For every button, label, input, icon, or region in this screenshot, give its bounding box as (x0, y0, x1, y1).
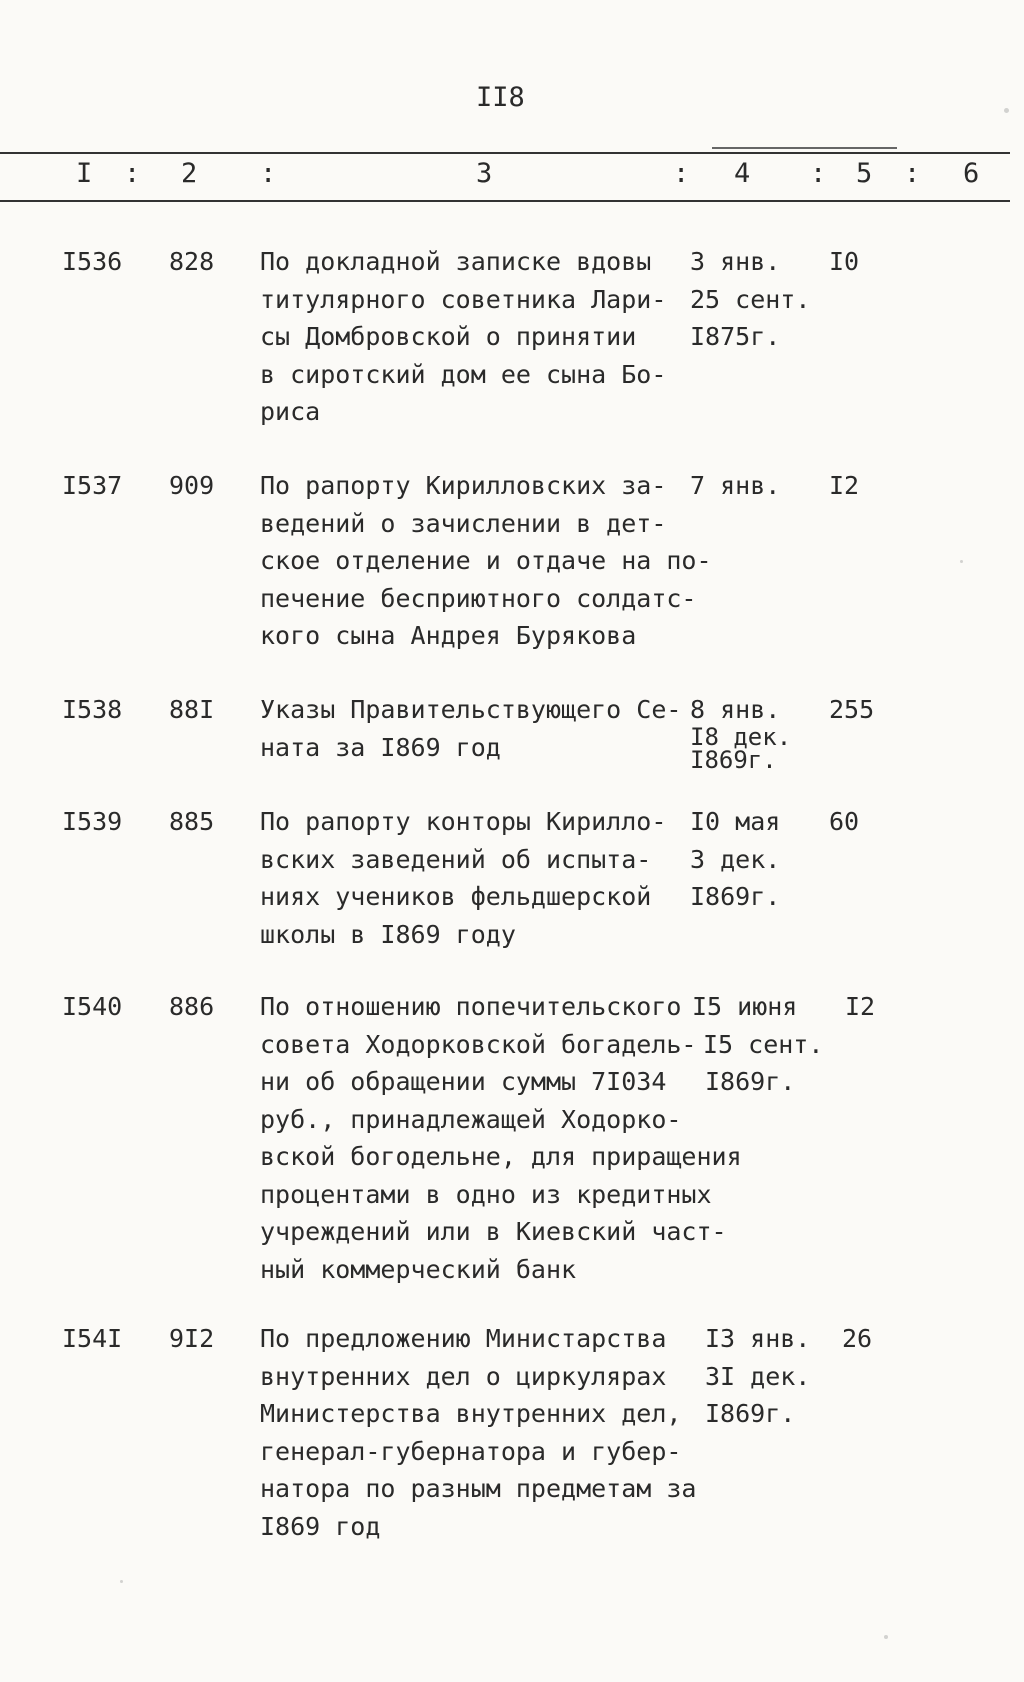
row-text-line: По докладной записке вдовы (260, 247, 652, 276)
row-text-line: печение бесприютного солдатс- (260, 583, 697, 613)
short-rule (712, 147, 897, 149)
row-reference: 886 (169, 992, 215, 1021)
row-date-line: I5 июня (692, 992, 798, 1021)
row-text-line: риса (260, 397, 321, 426)
row-text-line: вской богодельне, для приращения (260, 1142, 742, 1171)
row-count: I2 (845, 992, 876, 1021)
row-text-line: руб., принадлежащей Ходорко- (260, 1104, 682, 1134)
row-text-line: процентами в одно из кредитных (260, 1179, 712, 1209)
paper-speck (884, 1635, 888, 1639)
header-separator: : (124, 158, 141, 189)
row-text-line: ни об обращении суммы 7I034 (260, 1067, 667, 1096)
row-number: I539 (62, 807, 123, 836)
page-number: II8 (476, 82, 525, 113)
row-date-line: I869г. (690, 882, 781, 911)
header-col-2: 2 (181, 158, 198, 189)
row-count: 26 (842, 1324, 873, 1353)
header-separator: : (904, 158, 921, 189)
row-date-line: I875г. (690, 322, 781, 351)
header-col-5: 5 (856, 158, 873, 189)
row-count: 255 (829, 695, 875, 724)
row-number: I540 (62, 992, 123, 1021)
header-col-1: I (76, 158, 93, 189)
row-text-line: кого сына Андрея Бурякова (260, 621, 637, 650)
row-date-line: I869г. (705, 1067, 796, 1096)
row-date-line: I8 дек. (690, 723, 792, 751)
row-reference: 909 (169, 471, 215, 500)
row-date-line: I5 сент. (703, 1029, 824, 1059)
row-count: I2 (829, 471, 860, 500)
row-text-line: По предложению Министарства (260, 1324, 667, 1353)
row-reference: 9I2 (169, 1324, 215, 1353)
row-text-line: ведений о зачислении в дет- (260, 508, 667, 538)
paper-speck (120, 1580, 123, 1583)
paper-speck (960, 560, 963, 563)
header-top-rule (0, 152, 1010, 154)
row-date-line: 7 янв. (690, 471, 781, 500)
row-date-line: 3 дек. (690, 844, 781, 874)
row-text-line: в сиротский дом ее сына Бо- (260, 359, 667, 389)
header-separator: : (810, 158, 827, 189)
row-date-line: I0 мая (690, 807, 781, 836)
row-reference: 88I (169, 695, 215, 724)
row-text-line: генерал-губернатора и губер- (260, 1436, 682, 1466)
row-reference: 885 (169, 807, 215, 836)
row-reference: 828 (169, 247, 215, 276)
row-text-line: По отношению попечительского (260, 992, 682, 1021)
header-col-4: 4 (734, 158, 751, 189)
header-col-3: 3 (476, 158, 493, 189)
row-text-line: вских заведений об испыта- (260, 844, 652, 874)
row-count: 60 (829, 807, 860, 836)
header-separator: : (673, 158, 690, 189)
row-text-line: титулярного советника Лари- (260, 284, 667, 314)
row-date-line: 3 янв. (690, 247, 781, 276)
row-number: I538 (62, 695, 123, 724)
row-date-line: I869г. (690, 746, 777, 774)
row-date-line: 25 сент. (690, 284, 811, 314)
row-text-line: Указы Правительствующего Се- (260, 695, 682, 724)
header-bottom-rule (0, 200, 1010, 202)
paper-speck (1004, 108, 1009, 113)
row-text-line: ниях учеников фельдшерской (260, 882, 652, 911)
row-number: I537 (62, 471, 123, 500)
row-text-line: По рапорту Кирилловских за- (260, 471, 667, 500)
row-text-line: ната за I869 год (260, 732, 501, 762)
row-number: I536 (62, 247, 123, 276)
row-text-line: ный коммерческий банк (260, 1254, 577, 1284)
row-text-line: совета Ходорковской богадель- (260, 1029, 697, 1059)
row-text-line: внутренних дел о циркулярах (260, 1361, 667, 1391)
row-text-line: I869 год (260, 1511, 381, 1541)
header-col-6: 6 (963, 158, 980, 189)
row-number: I54I (62, 1324, 123, 1353)
row-text-line: ское отделение и отдаче на по- (260, 546, 712, 575)
row-text-line: сы Домбровской о принятии (260, 322, 637, 351)
row-count: I0 (829, 247, 860, 276)
row-text-line: По рапорту конторы Кирилло- (260, 807, 667, 836)
row-text-line: Министерства внутренних дел, (260, 1399, 682, 1428)
row-date-line: 3I дек. (705, 1361, 811, 1391)
row-text-line: натора по разным предметам за (260, 1474, 697, 1503)
row-text-line: школы в I869 году (260, 919, 516, 949)
row-text-line: учреждений или в Киевский част- (260, 1217, 727, 1246)
row-date-line: 8 янв. (690, 695, 781, 724)
header-separator: : (260, 158, 277, 189)
row-date-line: I3 янв. (705, 1324, 811, 1353)
row-date-line: I869г. (705, 1399, 796, 1428)
